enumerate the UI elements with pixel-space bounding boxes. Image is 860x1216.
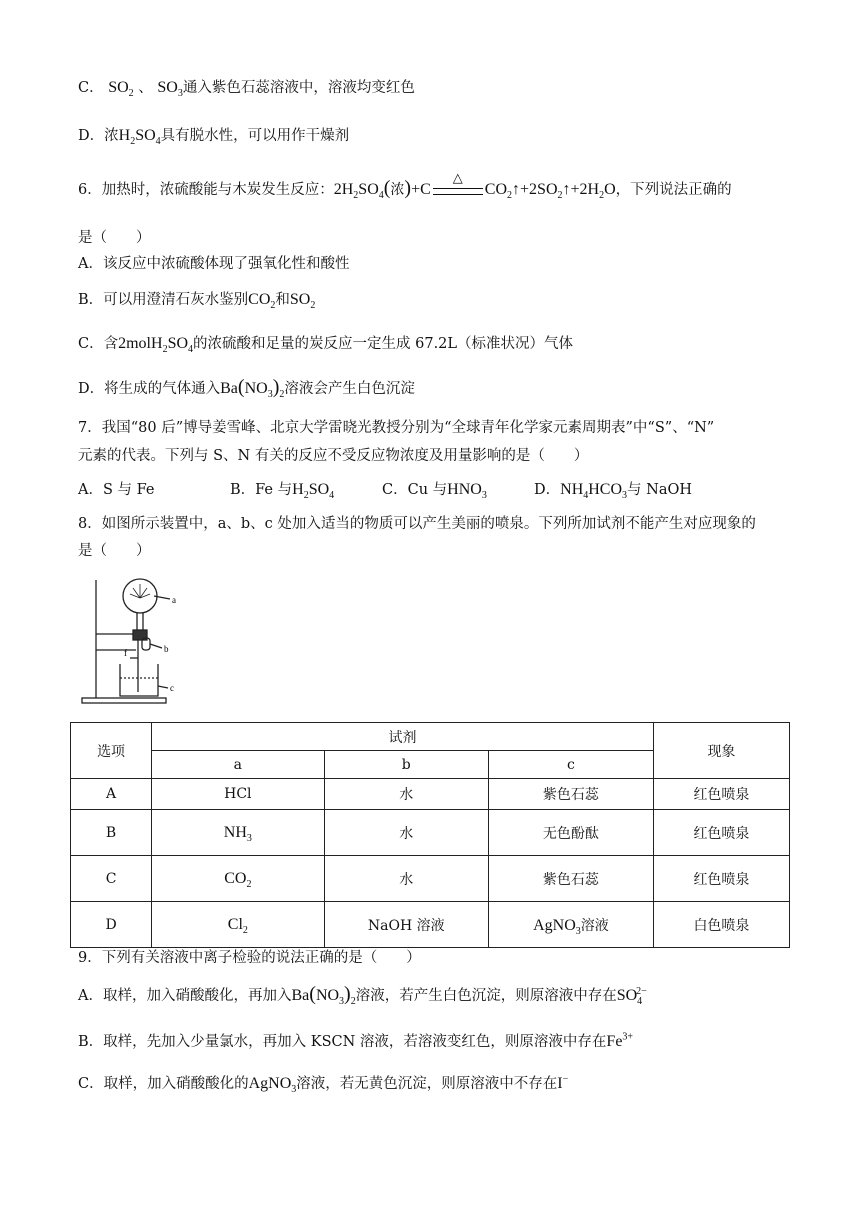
q6-stem-cont: 是（ ） <box>78 230 151 246</box>
q7-stem-1: 7．我国“80 后”博导姜雪峰、北京大学雷晓光教授分别为“全球青年化学家元素周期表”中“S”、“N” <box>78 420 715 436</box>
q6-option-b: B．可以用澄清石灰水鉴别$CO_2$和$SO_2$ <box>78 291 316 312</box>
formula-h2so4: $H_2SO_4$ <box>118 127 161 148</box>
svg-text:c: c <box>170 683 174 693</box>
svg-text:f: f <box>124 648 127 658</box>
q9-stem: 9．下列有关溶液中离子检验的说法正确的是（ ） <box>78 950 421 966</box>
heating-condition: △ <box>433 186 483 195</box>
svg-text:a: a <box>172 595 176 605</box>
header-c: c <box>488 751 653 779</box>
q7-stem-2: 元素的代表。下列与 S、N 有关的反应不受反应物浓度及用量影响的是（ ） <box>78 448 589 464</box>
header-reagent: 试剂 <box>152 723 654 751</box>
table-row: C $CO_2$ 水 紫色石蕊 红色喷泉 <box>71 856 790 902</box>
formula-so2: $SO_2$ <box>108 79 134 100</box>
q7-option-a: A．S 与 Fe <box>78 482 155 498</box>
svg-text:b: b <box>164 644 169 654</box>
q9-option-b: B．取样，先加入少量氯水，再加入 KSCN 溶液，若溶液变红色，则原溶液中存在$Fe^{3+}$ <box>78 1031 634 1050</box>
q6-option-a: A．该反应中浓硫酸体现了强氧化性和酸性 <box>78 256 350 272</box>
q5-option-d: D．浓$H_2SO_4$具有脱水性，可以用作干燥剂 <box>78 127 350 148</box>
q7-option-b: B．Fe 与$H_2SO_4$ <box>230 481 335 502</box>
q7-option-d: D．$NH_4HCO_3$与 NaOH <box>534 481 693 502</box>
table-row: B $NH_3$ 水 无色酚酞 红色喷泉 <box>71 810 790 856</box>
q6-stem: 6．加热时，浓硫酸能与木炭发生反应：$2H_2SO_4$(浓)+C △ $CO_2↑+2SO_2↑+2H_2O$，下列说法正确的 <box>78 169 732 202</box>
header-b: b <box>324 751 488 779</box>
fountain-apparatus-figure <box>78 574 193 708</box>
header-phenomenon: 现象 <box>653 723 789 779</box>
q6-option-c: C．含$2molH_2SO_4$的浓硫酸和足量的炭反应一定生成 67.2L（标准状况）气体 <box>78 335 574 356</box>
q5-option-c: C． $SO_2$ 、 $SO_3$通入紫色石蕊溶液中，溶液均变红色 <box>78 79 415 100</box>
q9-option-c: C．取样，加入硝酸酸化的AgNO$_3$溶液，若无黄色沉淀，则原溶液中不存在I− <box>78 1073 569 1096</box>
table-row: A HCl 水 紫色石蕊 红色喷泉 <box>71 779 790 810</box>
header-a: a <box>152 751 324 779</box>
reagent-table <box>70 722 790 948</box>
q9-option-a: A．取样，加入硝酸酸化，再加入$Ba(NO_3)_2$溶液，若产生白色沉淀，则原溶液中存在$SO_4^{2-}$ <box>78 983 647 1008</box>
q7-option-c: C．Cu 与$HNO_3$ <box>382 481 487 502</box>
q8-stem-2: 是（ ） <box>78 543 151 559</box>
q6-equation: $2H_2SO_4$(浓)+C △ $CO_2↑+2SO_2↑+2H_2O$ <box>333 169 616 202</box>
q6-option-d: D．将生成的气体通入$Ba(NO_3)_2$溶液会产生白色沉淀 <box>78 376 415 401</box>
table-row: D $Cl_2$ NaOH 溶液 AgNO$_3$溶液 白色喷泉 <box>71 902 790 948</box>
header-option: 选项 <box>71 723 152 779</box>
q8-stem-1: 8．如图所示装置中，a、b、c 处加入适当的物质可以产生美丽的喷泉。下列所加试剂不能产生对应现象的 <box>78 516 756 532</box>
formula-so3: $SO_3$ <box>157 79 183 100</box>
